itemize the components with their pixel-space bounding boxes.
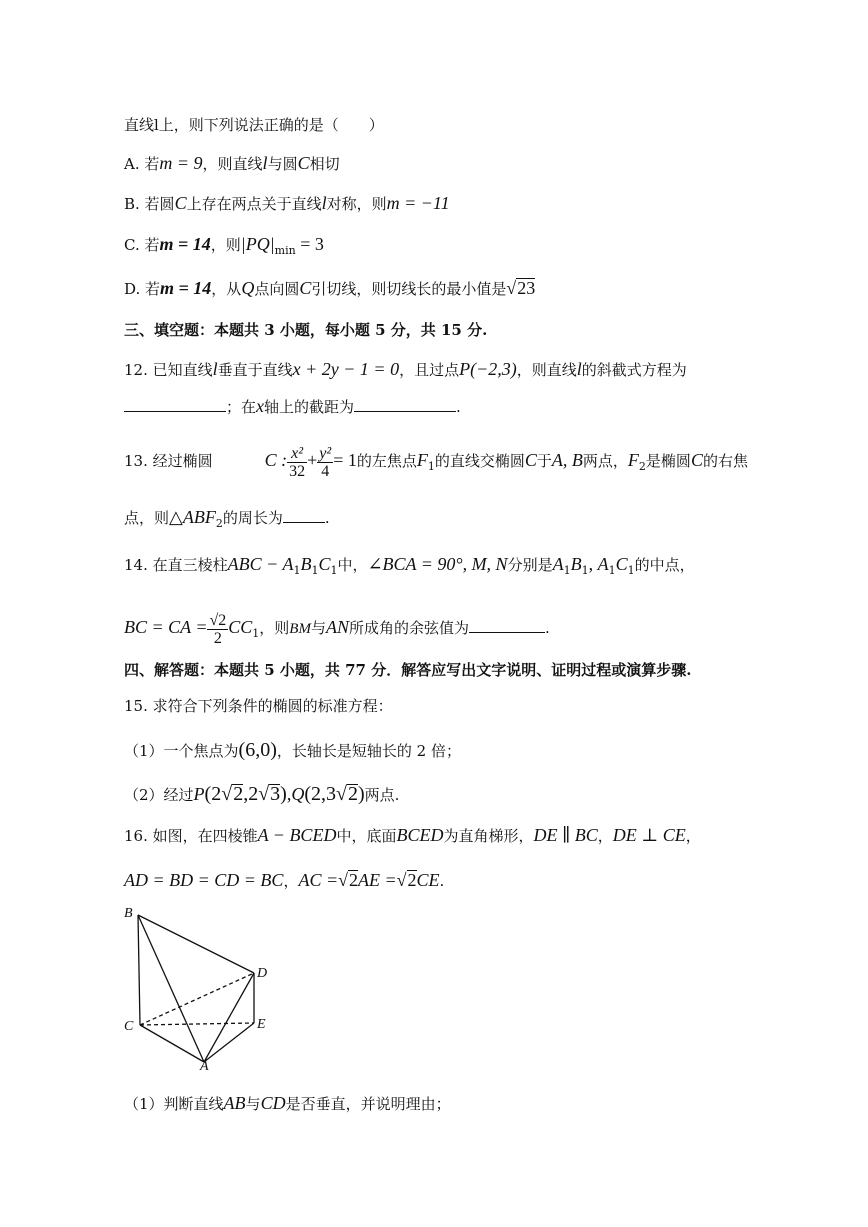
- q13-b: 的左焦点: [356, 452, 417, 470]
- q16-sub1c: 是否垂直，并说明理由；: [285, 1095, 451, 1113]
- label-c: C: [124, 1019, 134, 1034]
- q13-trisub: 2: [215, 517, 223, 530]
- q13-den2: 4: [321, 462, 330, 480]
- opt-a-label: A. 若: [124, 155, 160, 173]
- section-3-text: 三、填空题：本题共 3 小题，每小题 5 分，共 15 分.: [124, 321, 488, 339]
- opt-d-mid: ，从: [211, 280, 242, 298]
- q16-cd: CD: [260, 1093, 286, 1113]
- q14-bm: BM: [289, 621, 311, 637]
- q16-par: DE ∥ BC: [533, 825, 598, 845]
- q16-end: .: [439, 872, 445, 890]
- q13-i: 的右焦: [702, 452, 748, 470]
- opt-d-label: D. 若: [124, 280, 161, 298]
- q15-part1: [124, 740, 461, 761]
- q16-perp: DE ⊥ CE: [612, 825, 686, 845]
- edge-ce-hidden: [140, 1023, 254, 1025]
- label-b: B: [124, 906, 133, 921]
- opt-a-m: m = 9: [159, 153, 203, 173]
- q14-a: 14. 在直三棱柱: [124, 556, 228, 574]
- q16-pyr: A − BCED: [257, 825, 337, 845]
- q16-l2b: ，: [283, 872, 299, 890]
- opt-c-expr: |PQ|: [240, 234, 275, 254]
- q15-p2q: Q: [291, 784, 305, 804]
- q14-l2a: BC = CA =: [124, 617, 208, 637]
- q16-c: 为直角梯形，: [443, 827, 534, 845]
- q15-p1b: ，长轴长是短轴长的 2 倍；: [276, 742, 461, 760]
- q16-sub1a: （1）判断直线: [124, 1095, 224, 1113]
- opt-d-mid2: 点向圆: [254, 280, 300, 298]
- opt-d-c: C: [299, 278, 312, 298]
- q14-cc: CC: [228, 617, 253, 637]
- section-4-text: 四、解答题：本题共 5 小题，共 77 分．解答应写出文字说明、证明过程或演算步骤.: [124, 661, 692, 679]
- q14-line2: BC = CA = $\frac{√2}{2}$ $CC_1$，则BM与AN所成角的余弦值为 .: [124, 611, 550, 647]
- q13-f1: F: [416, 450, 428, 470]
- q13-k: 的周长为: [222, 509, 283, 527]
- q13-den1: 32: [289, 462, 306, 480]
- edge-ca: [140, 1025, 204, 1062]
- q16-d: ，: [685, 827, 701, 845]
- q16-l2: AD = BD = CD = BC: [124, 870, 284, 890]
- q12-c: ，且过点: [399, 361, 460, 379]
- q16-part1: [124, 1093, 451, 1114]
- label-a: A: [200, 1059, 209, 1070]
- q12-l: l: [212, 359, 218, 379]
- q13-plus: +: [307, 450, 318, 470]
- section-4-heading: [124, 660, 691, 680]
- opt-a-mid: ，则直线: [202, 155, 263, 173]
- opt-d-mid3: 引切线，则切线长的最小值是: [311, 280, 507, 298]
- opt-b-l: l: [321, 193, 327, 213]
- edge-cd-hidden: [140, 973, 254, 1025]
- q14-angle: ∠BCA = 90°, M, N: [367, 554, 508, 574]
- q12-x: x: [256, 396, 265, 416]
- q16-base: BCED: [396, 825, 444, 845]
- opt-c-m: m = 14: [159, 234, 211, 254]
- q11-option-c: [124, 234, 324, 261]
- q13-c-letter: C: [524, 450, 537, 470]
- opt-b-mid2: 对称，则: [326, 195, 387, 213]
- q11-option-a: [124, 153, 340, 174]
- q12-blank-2[interactable]: [354, 397, 456, 412]
- q11-option-b: [124, 193, 450, 214]
- section-3-heading: [124, 320, 487, 340]
- q16-b: 中，底面: [336, 827, 397, 845]
- q16-comma: ，: [597, 827, 613, 845]
- opt-b-c: C: [174, 193, 187, 213]
- q12-f: ；在: [226, 398, 257, 416]
- q13-line1: [124, 438, 748, 489]
- q14-l2d: 所成角的余弦值为: [349, 619, 470, 637]
- opt-a-c: C: [297, 153, 310, 173]
- q12-eq: x + 2y − 1 = 0: [292, 359, 400, 379]
- q13-c: C :: [264, 450, 288, 470]
- q12-a: 12. 已知直线: [124, 361, 213, 379]
- q15-p2p: P: [193, 784, 205, 804]
- opt-a-l: l: [262, 153, 268, 173]
- q12-p: P(−2,3): [459, 359, 517, 379]
- edge-ba: [138, 915, 204, 1062]
- edge-bd: [138, 915, 254, 973]
- q11-option-d: D. 若m = 14，从Q点向圆C引切线，则切线长的最小值是√23: [124, 278, 536, 298]
- q12-l2: l: [576, 359, 582, 379]
- q14-frac: [207, 612, 228, 647]
- edge-ae: [204, 1023, 254, 1062]
- q13-frac-2: [317, 445, 333, 480]
- q15-stem: [124, 696, 393, 716]
- q12-blank-1[interactable]: [124, 397, 226, 412]
- q13-e: 于: [536, 452, 552, 470]
- q11-stem-text: 直线l上，则下列说法正确的是（ ）: [124, 116, 384, 134]
- q15-stem-text: 15. 求符合下列条件的椭圆的标准方程：: [124, 697, 393, 715]
- q14-c: 分别是: [507, 556, 553, 574]
- q12-g: 轴上的截距为: [264, 398, 355, 416]
- q13-f2sub: 2: [638, 460, 646, 473]
- q12-end: .: [456, 398, 461, 416]
- opt-c-label: C. 若: [124, 236, 160, 254]
- q14-den: 2: [213, 629, 222, 647]
- q13-eq: = 1: [333, 450, 357, 470]
- pyramid-figure: [122, 905, 282, 1070]
- opt-d-m: m = 14: [160, 278, 212, 298]
- label-d: D: [257, 966, 268, 981]
- opt-d-q: Q: [241, 278, 255, 298]
- opt-c-eq: = 3: [295, 234, 324, 254]
- q14-b: 中，: [337, 556, 368, 574]
- q13-a: 13. 经过椭圆: [124, 452, 213, 470]
- q14-an: AN: [325, 617, 349, 637]
- q13-blank[interactable]: [283, 508, 325, 523]
- q16-l2e: CE: [416, 870, 440, 890]
- q15-p2a: （2）经过: [124, 786, 194, 804]
- q16-line1: [124, 825, 701, 846]
- q16-ab: AB: [223, 1093, 246, 1113]
- q16-a: 16. 如图，在四棱锥: [124, 827, 258, 845]
- q14-l2b: ，则: [259, 619, 290, 637]
- q15-p1pt: (6,0): [238, 739, 277, 761]
- q16-l2d: AE =: [358, 870, 397, 890]
- opt-d-sqrt: 23: [517, 278, 536, 298]
- q13-f1sub: 1: [427, 460, 435, 473]
- q15-p2b: 两点.: [364, 786, 400, 804]
- edge-bc: [138, 915, 140, 1025]
- q14-d: 的中点，: [634, 556, 695, 574]
- q12-d: ，则直线: [516, 361, 577, 379]
- q14-line1: 14. 在直三棱柱ABC − $A_1B_1C_1$中，∠BCA = 90°, M, N分别是$A_1B_1$, $A_1C_1$的中点，: [124, 554, 695, 577]
- opt-c-sub: min: [274, 244, 296, 257]
- q16-line2: AD = BD = CD = BC，AC =√2AE =√2CE.: [124, 870, 445, 890]
- q13-tri: △ABF: [169, 507, 216, 527]
- q13-num2: y²: [319, 444, 332, 462]
- q12-e: 的斜截式方程为: [581, 361, 687, 379]
- q12-b: 垂直于直线: [217, 361, 293, 379]
- opt-a-mid2: 与圆: [267, 155, 298, 173]
- edge-ad: [204, 973, 254, 1062]
- q14-prism: ABC − A: [227, 554, 294, 574]
- q13-num1: x²: [287, 445, 307, 463]
- q13-f2: F: [627, 450, 639, 470]
- q13-j: 点，则: [124, 509, 170, 527]
- opt-b-label: B. 若圆: [124, 195, 175, 213]
- q15-p1a: （1）一个焦点为: [124, 742, 239, 760]
- opt-b-expr: m = −11: [386, 193, 450, 213]
- q13-end: .: [324, 509, 330, 527]
- q14-num: √2: [209, 611, 227, 629]
- q13-d: 的直线交椭圆: [434, 452, 525, 470]
- opt-b-mid: 上存在两点关于直线: [186, 195, 322, 213]
- label-e: E: [257, 1017, 266, 1032]
- q11-stem: [124, 115, 384, 135]
- opt-c-mid: ，则: [210, 236, 241, 254]
- q12-line1: [124, 359, 687, 380]
- q15-part2: （2）经过P(2√2,2√3),Q(2,3√2)两点.: [124, 783, 400, 805]
- q13-frac-1: [287, 445, 307, 480]
- q13-c-letter-2: C: [690, 450, 703, 470]
- q13-ab: A, B: [551, 450, 583, 470]
- q14-blank[interactable]: [469, 618, 545, 633]
- q13-g: 两点，: [582, 452, 628, 470]
- q14-l2c: 与: [310, 619, 326, 637]
- q14-end: .: [545, 619, 550, 637]
- q16-sub1b: 与: [245, 1095, 261, 1113]
- q12-line2: [124, 396, 461, 417]
- q16-l2c: AC =: [298, 870, 339, 890]
- opt-a-end: 相切: [309, 155, 340, 173]
- q13-line2: [124, 507, 330, 534]
- q13-h: 是椭圆: [645, 452, 691, 470]
